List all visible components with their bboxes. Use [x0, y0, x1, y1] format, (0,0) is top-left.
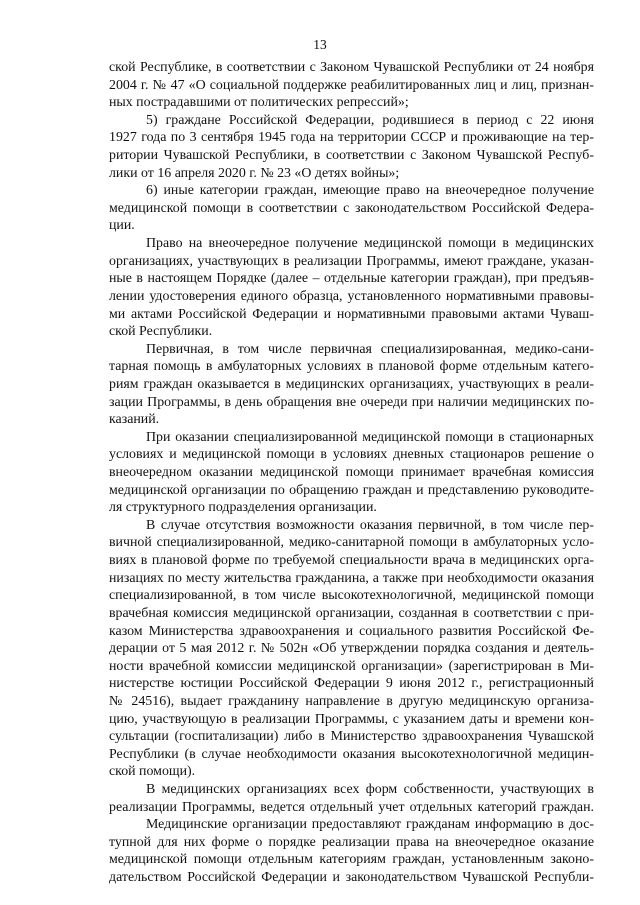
text-line: Республики (в случае необходимости оказания высокотехнологичной медицин-	[109, 746, 594, 762]
text-line: В медицинских организациях всех форм собственности, участвующих в	[146, 781, 594, 797]
text-line: 5) граждане Российской Федерации, родившиеся в период с 22 июня	[146, 112, 594, 128]
text-line: риям граждан оказывается в медицинских организациях, участвующих в реали-	[109, 376, 594, 392]
text-line: 2004 г. № 47 «О социальной поддержке реабилитированных лиц и лиц, признан-	[109, 77, 594, 93]
text-line: № 24516), выдает гражданину направление в другую медицинскую организа-	[109, 693, 594, 709]
text-line: ных пострадавшими от политических репрессий»;	[109, 95, 409, 111]
text-line: казом Министерства здравоохранения и социального развития Российской Фе-	[109, 623, 594, 639]
text-line: ритории Чувашской Республики, в соответствии с Законом Чувашской Респуб-	[109, 148, 594, 164]
text-line: казаний.	[109, 412, 160, 428]
text-line: медицинской организации по обращению граждан и представлению руководите-	[109, 482, 594, 498]
text-line: дательством Российской Федерации и законодательством Чувашской Республи-	[109, 870, 594, 886]
text-line: ности врачебной комиссии медицинской организации» (зарегистрирован в Ми-	[109, 658, 594, 674]
text-line: тарная помощь в амбулаторных условиях в плановой форме отдельным катего-	[109, 359, 594, 375]
text-line: вичной специализированной, медико-санитарной помощи в амбулаторных усло-	[109, 535, 594, 551]
text-line: ской Республики.	[109, 324, 213, 340]
text-line: 6) иные категории граждан, имеющие право на внеочередное получение	[146, 183, 594, 199]
text-line: Медицинские организации предоставляют гражданам информацию в дос-	[146, 817, 594, 833]
text-line: сультации (госпитализации) либо в Министерство здравоохранения Чувашской	[109, 729, 594, 745]
text-line: зации Программы, в день обращения вне очереди при наличии медицинских по-	[109, 394, 594, 410]
text-line: низациях по месту жительства гражданина, а также при необходимости оказания	[109, 570, 594, 586]
text-line: медицинской помощи в соответствии с законодательством Российской Федера-	[109, 200, 594, 216]
page-number: 13	[313, 37, 327, 52]
text-line: виях в плановой форме по требуемой специальности врача в медицинских орга-	[109, 553, 594, 569]
text-line: ской Республике, в соответствии с Законом Чувашской Республики от 24 ноября	[109, 60, 594, 75]
text-line: В случае отсутствия возможности оказания первичной, в том числе пер-	[146, 517, 594, 533]
text-line: реализации Программы, ведется отдельный учет отдельных категорий граждан.	[109, 799, 594, 815]
text-line: условиях и медицинской помощи в условиях дневных стационаров решение о	[109, 447, 594, 463]
text-line: ные в настоящем Порядке (далее – отдельные категории граждан), при предъяв-	[109, 271, 594, 287]
text-line: медицинской помощи отдельным категориям граждан, установленным законо-	[109, 852, 594, 868]
text-line: лики от 16 апреля 2020 г. № 23 «О детях войны»;	[109, 165, 400, 181]
text-line: дерации от 5 мая 2012 г. № 502н «Об утверждении порядка создания и деятель-	[109, 641, 594, 657]
text-line: ля структурного подразделения организации.	[109, 500, 377, 516]
text-line: тупной для них форме о порядке реализации права на внеочередное оказание	[109, 834, 594, 850]
text-line: врачебная комиссия медицинской организации, созданная в соответствии с при-	[109, 605, 594, 621]
text-line: 1927 года по 3 сентября 1945 года на территории СССР и проживающие на тер-	[109, 130, 594, 146]
text-line: внеочередном оказании медицинской помощи принимает врачебная комиссия	[109, 465, 594, 481]
text-line: Право на внеочередное получение медицинской помощи в медицинских	[146, 236, 594, 252]
text-line: специализированной, в том числе высокотехнологичной, медицинской помощи	[109, 588, 594, 604]
text-line: нистерстве юстиции Российской Федерации 9 июня 2012 г., регистрационный	[109, 676, 594, 692]
text-line: цию, участвующую в реализации Программы, с указанием даты и времени кон-	[109, 711, 594, 727]
text-line: Первичная, в том числе первичная специализированная, медико-сани-	[146, 341, 594, 357]
text-line: ции.	[109, 218, 135, 234]
text-line: организациях, участвующих в реализации Программы, имеют граждане, указан-	[109, 253, 594, 269]
text-line: При оказании специализированной медицинской помощи в стационарных	[146, 429, 594, 445]
body-text	[109, 59, 594, 887]
text-line: лении удостоверения единого образца, установленного нормативными правовы-	[109, 288, 594, 304]
text-line: ми актами Российской Федерации и нормативными правовыми актами Чуваш-	[109, 306, 594, 322]
text-line: ской помощи).	[109, 764, 196, 780]
